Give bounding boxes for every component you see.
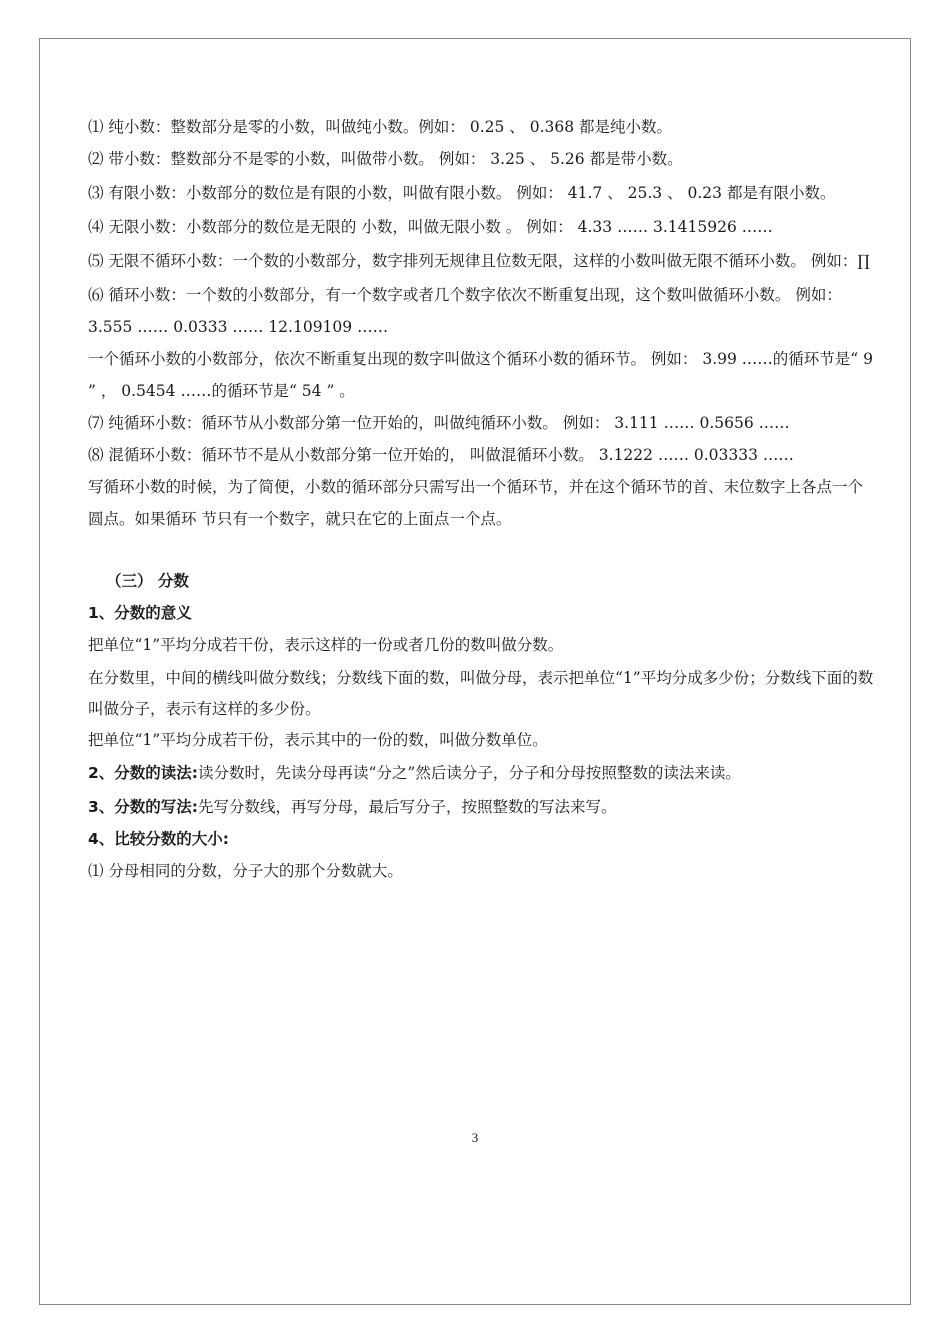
fraction-reading-text: 读分数时，先读分母再读“分之”然后读分子，分子和分母按照整数的读法来读。 [197,764,741,782]
repeating-decimal-writing-note: 写循环小数的时候，为了简便，小数的循环部分只需写出一个循环节，并在这个循环节的首、末位数字上各点一个圆点。如果循环 节只有一个数字，就只在它的上面点一个点。 [88,478,864,528]
decimal-item-6: ⑹ 循环小数：一个数的小数部分，有一个数字或者几个数字依次不断重复出现，这个数叫做循环小数。 例如： 3.555 …… 0.0333 …… 12.109109 …… [88,286,842,336]
decimal-item-3: ⑶ 有限小数：小数部分的数位是有限的小数，叫做有限小数。 例如： 41.7 、 25.3 、 0.23 都是有限小数。 [88,184,836,202]
fraction-reading-heading: 2、分数的读法: [88,764,198,782]
fraction-meaning-p1: 把单位“1”平均分成若干份，表示这样的一份或者几份的数叫做分数。 [88,636,564,654]
fraction-writing-paragraph [88,791,878,823]
decimal-item-7: ⑺ 纯循环小数：循环节从小数部分第一位开始的，叫做纯循环小数。 例如： 3.111 …… 0.5656 …… [88,414,790,432]
fraction-writing-text: 先写分数线，再写分母，最后写分子，按照整数的写法来写。 [197,798,617,816]
fraction-meaning-p3: 把单位“1”平均分成若干份，表示其中的一份的数，叫做分数单位。 [88,731,548,749]
decimal-item-6-note: 一个循环小数的小数部分，依次不断重复出现的数字叫做这个循环小数的循环节。 例如： 3.99 ……的循环节是“ 9 ” ， 0.5454 ……的循环节是“ 54 ” 。 [88,350,874,400]
section-title-fractions: （三） 分数 [106,572,189,590]
fraction-reading-paragraph [88,758,878,789]
decimal-item-4: ⑷ 无限小数：小数部分的数位是无限的 小数，叫做无限小数 。 例如： 4.33 …… 3.1415926 …… [88,218,773,236]
fraction-compare-heading: 4、比较分数的大小: [88,830,229,848]
decimal-item-8: ⑻ 混循环小数：循环节不是从小数部分第一位开始的， 叫做混循环小数。 3.1222 …… 0.03333 …… [88,446,794,464]
document-body [88,111,878,887]
fraction-writing-heading: 3、分数的写法: [88,798,198,816]
decimal-item-2: ⑵ 带小数：整数部分不是零的小数，叫做带小数。 例如： 3.25 、 5.26 都是带小数。 [88,150,683,168]
fraction-meaning-p2: 在分数里，中间的横线叫做分数线；分数线下面的数，叫做分母，表示把单位“1”平均分成多少份；分数线下面的数叫做分子，表示有这样的多少份。 [88,669,874,718]
fraction-compare-item-1: ⑴ 分母相同的分数，分子大的那个分数就大。 [88,862,403,880]
decimal-item-5: ⑸ 无限不循环小数：一个数的小数部分，数字排列无规律且位数无限，这样的小数叫做无限不循环小数。 例如：∏ [88,252,870,270]
fraction-meaning-heading: 1、分数的意义 [88,604,192,622]
page-number: 3 [471,1130,479,1145]
decimal-item-1: ⑴ 纯小数：整数部分是零的小数，叫做纯小数。例如： 0.25 、 0.368 都是纯小数。 [88,118,673,136]
